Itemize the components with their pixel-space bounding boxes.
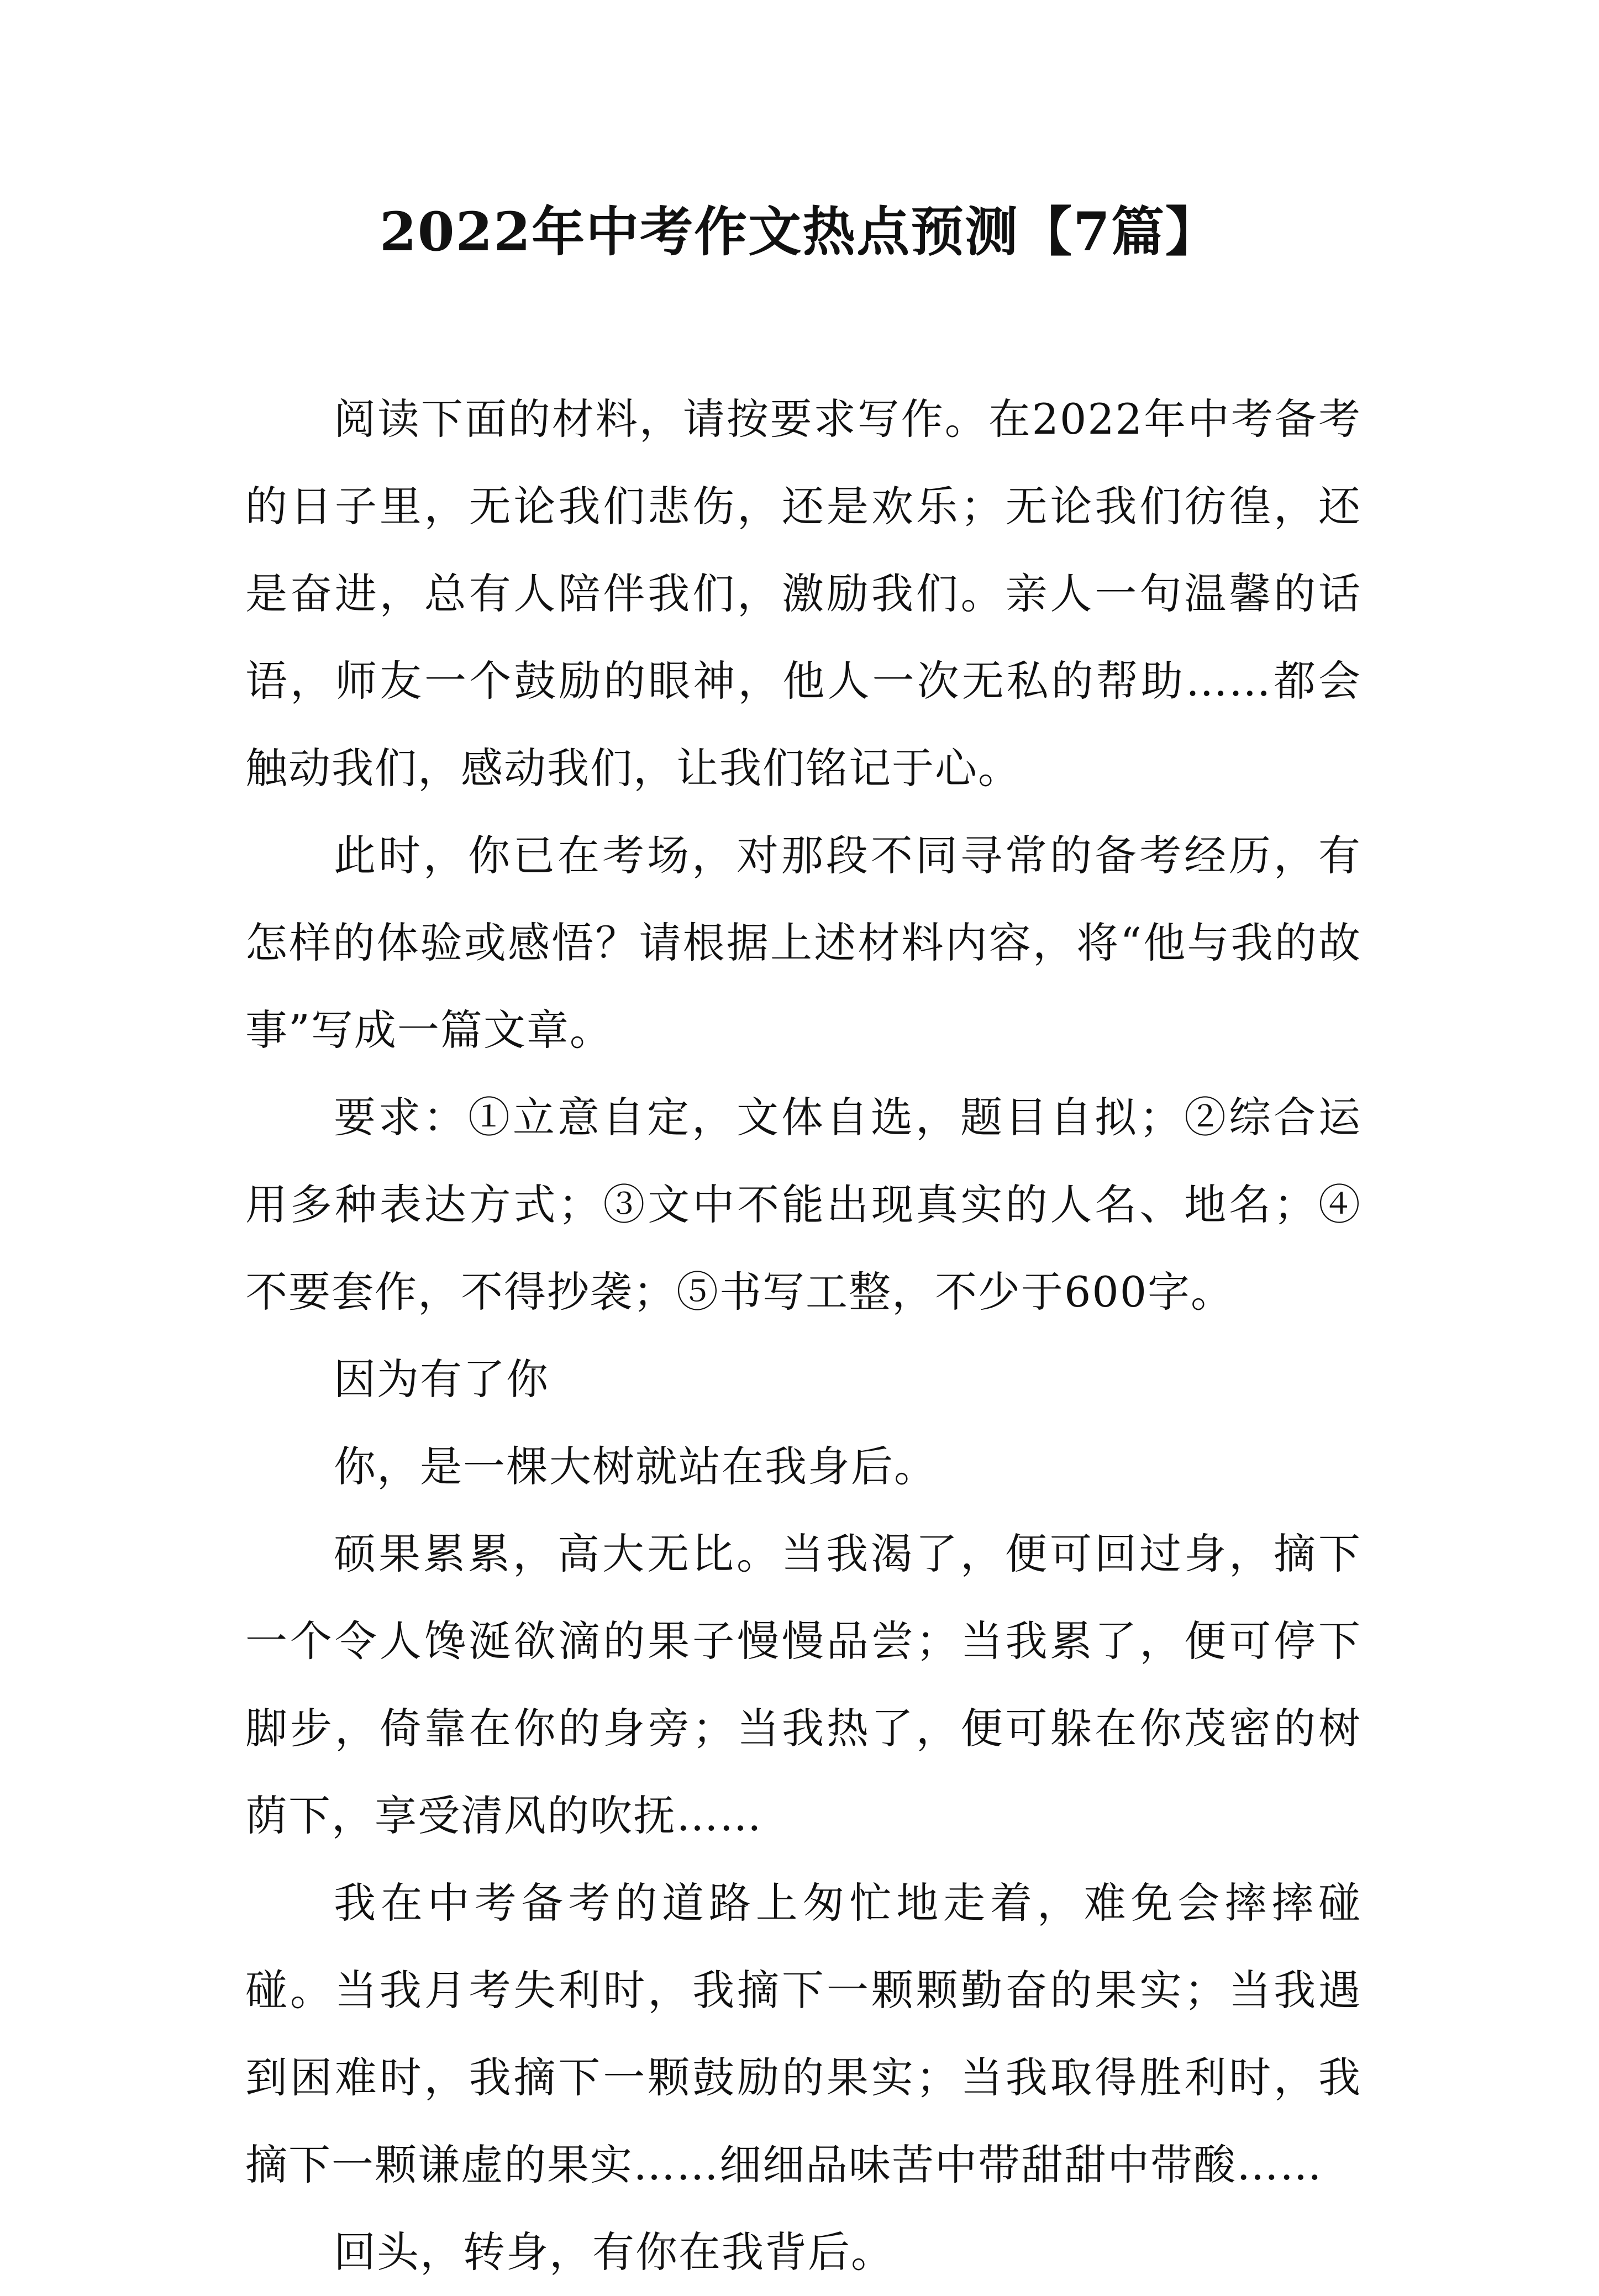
document-title: 2022年中考作文热点预测【7篇】 (380, 201, 1219, 263)
essay-title: 因为有了你 (334, 1355, 549, 1404)
essay-paragraph: 你，是一棵大树就站在我身后。 (334, 1442, 937, 1491)
paragraph-prompt-task: 此时，你已在考场，对那段不同寻常的备考经历，有怎样的体验或感悟？请根据上述材料内容，将“他与我的故事”写成一篇文章。 (245, 831, 1361, 1055)
essay-paragraph: 硕果累累，高大无比。当我渴了，便可回过身，摘下一个令人馋涎欲滴的果子慢慢品尝；当我累了，便可停下脚步，倚靠在你的身旁；当我热了，便可躲在你茂密的树荫下，享受清风的吹抚…… (245, 1529, 1361, 1840)
essay-paragraph: 回头，转身，有你在我背后。 (334, 2227, 894, 2277)
paragraph-prompt-material: 阅读下面的材料，请按要求写作。在2022年中考备考的日子里，无论我们悲伤，还是欢乐；无论我们彷徨，还是奋进，总有人陪伴我们，激励我们。亲人一句温馨的话语，师友一个鼓励的眼神，他人一次无私的帮助……都会触动我们，感动我们，让我们铭记于心。 (245, 394, 1361, 793)
essay-paragraph: 我在中考备考的道路上匆忙地走着，难免会摔摔碰碰。当我月考失利时，我摘下一颗颗勤奋的果实；当我遇到困难时，我摘下一颗鼓励的果实；当我取得胜利时，我摘下一颗谦虚的果实……细细品味苦中带甜甜中带酸…… (245, 1878, 1361, 2189)
document-body (245, 376, 1361, 2296)
paragraph-requirements: 要求：①立意自定，文体自选，题目自拟；②综合运用多种表达方式；③文中不能出现真实的人名、地名；④不要套作，不得抄袭；⑤书写工整，不少于600字。 (245, 1093, 1361, 1316)
